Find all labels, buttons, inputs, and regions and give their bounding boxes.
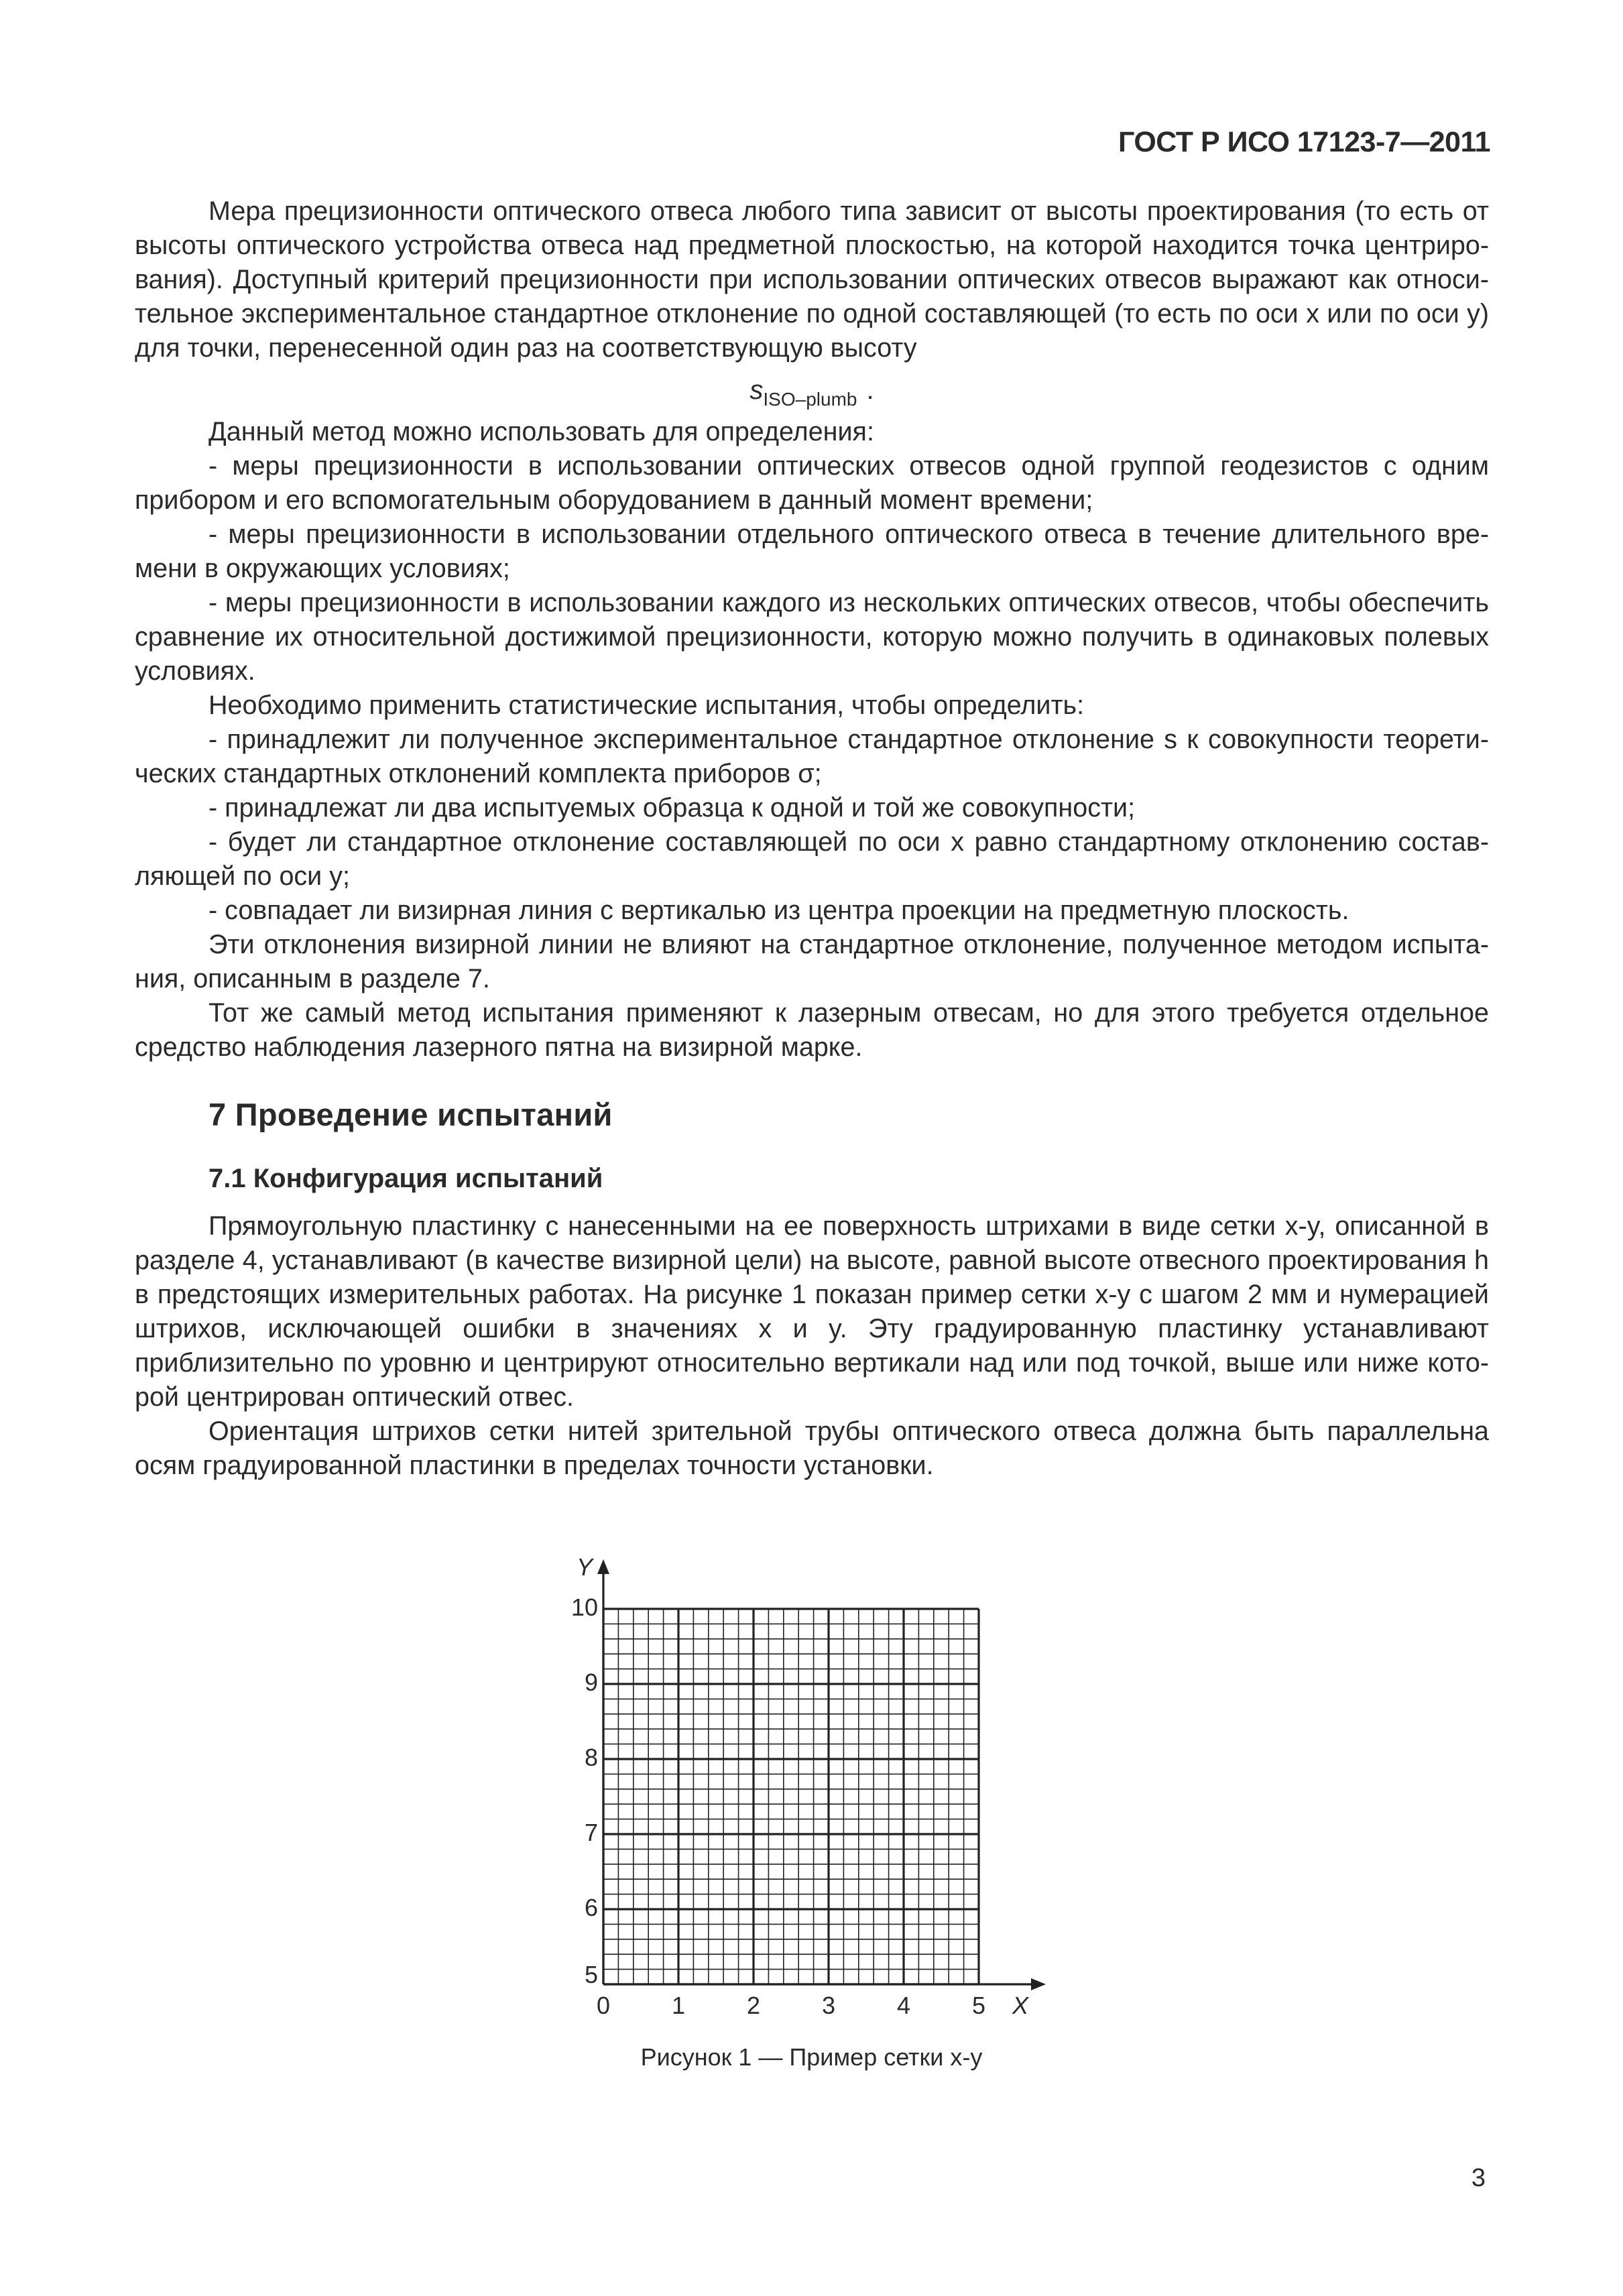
section-7-heading: 7 Проведение испытаний: [208, 1097, 613, 1132]
section-7-1-heading: 7.1 Конфигурация испытаний: [208, 1164, 603, 1193]
x-tick-label: 2: [746, 1992, 761, 2019]
list-item: - совпадает ли визирная линия с вертикалью из центра проекции на предметную плоскость.: [208, 896, 1349, 925]
page-number: 3: [1471, 2164, 1486, 2192]
y-tick-label: 9: [584, 1669, 598, 1696]
y-tick-label: 6: [584, 1894, 598, 1921]
paragraph-reticle-orientation: Ориентация штрихов сетки нитей зрительной трубы оптического отвеса должна быть параллельна осям градуированной пластинки в пределах точности установки.: [135, 1416, 1489, 1480]
paragraph-deviations: Эти отклонения визирной линии не влияют на стандартное отклонение, полученное методом испытания, описанным в разделе 7.: [135, 930, 1489, 993]
x-tick-label: 1: [671, 1992, 686, 2019]
paragraph-method-use: Данный метод можно использовать для определения:: [208, 417, 874, 446]
document-header: ГОСТ Р ИСО 17123-7—2011: [1118, 126, 1490, 158]
y-tick-label: 7: [584, 1819, 598, 1846]
list-item: - меры прецизионности в использовании каждого из нескольких оптических отвесов, чтобы обеспечить сравнение их относительной достижимой прецизионности, которую можно получить в одинаковых полевых условиях.: [135, 588, 1489, 686]
paragraph-statistical-tests: Необходимо применить статистические испытания, чтобы определить:: [208, 690, 1085, 720]
formula-subscript: ISO–plumb: [763, 389, 857, 410]
x-axis-arrow: [1031, 1978, 1046, 1990]
document-body: [135, 194, 1489, 1483]
paragraph-test-configuration: Прямоугольную пластинку с нанесенными на ее поверхность штрихами в виде сетки x-y, описанной в разделе 4, устанавливают (в качестве визирной цели) на высоте, равной высоте отвесного проектирования h в предстоящих измерительных работах. На рисунке 1 показан пример сетки x-y с шагом 2 мм и нумерацией штрихов, исключающей ошибки в значениях x и y. Эту градуированную пластинку устанавливают приблизительно по уровню и центрируют относительно вертикали над или под точкой, выше или ниже которой центрирован оптический отвес.: [135, 1211, 1489, 1412]
paragraph-laser: Тот же самый метод испытания применяют к лазерным отвесам, но для этого требуется отдельное средство наблюдения лазерного пятна на визирной марке.: [135, 998, 1489, 1062]
y-axis-label: Y: [577, 1553, 593, 1581]
figure-caption: Рисунок 1 — Пример сетки x-y: [640, 2043, 983, 2071]
formula-dot: .: [866, 375, 874, 405]
list-item: - принадлежит ли полученное экспериментальное стандартное отклонение s к совокупности теоретических стандартных отклонений комплекта приборов σ;: [135, 725, 1489, 788]
xy-grid-chart: [546, 1528, 1083, 2038]
formula-s-iso-plumb: [135, 373, 1489, 410]
list-item: - будет ли стандартное отклонение составляющей по оси x равно стандартному отклонению составляющей по оси y;: [135, 827, 1489, 891]
x-tick-label: 4: [896, 1992, 911, 2019]
y-tick-label: 10: [570, 1593, 598, 1621]
list-item: - меры прецизионности в использовании оптических отвесов одной группой геодезистов с одним прибором и его вспомогательным оборудованием в данный момент времени;: [135, 451, 1489, 515]
figure-xy-grid: [546, 1528, 1083, 2038]
paragraph-precision-intro: Мера прецизионности оптического отвеса любого типа зависит от высоты проектирования (то есть от высоты оптического устройства отвеса над предметной плоскостью, на которой находится точка центрирования). Доступный критерий прецизионности при использовании оптических отвесов выражают как относительное экспериментальное стандартное отклонение по одной составляющей (то есть по оси x или по оси y) для точки, перенесенной один раз на соответствующую высоту: [135, 196, 1489, 363]
y-axis-arrow: [597, 1559, 609, 1574]
x-tick-label: 3: [821, 1992, 836, 2019]
list-item: - принадлежат ли два испытуемых образца к одной и той же совокупности;: [208, 793, 1136, 823]
y-tick-label: 8: [584, 1744, 598, 1771]
formula-symbol: s: [749, 375, 764, 405]
x-axis-label: X: [1012, 1992, 1029, 2019]
y-tick-label: 5: [584, 1961, 598, 1988]
x-tick-label: 5: [971, 1992, 986, 2019]
x-tick-label: 0: [596, 1992, 611, 2019]
list-item: - меры прецизионности в использовании отдельного оптического отвеса в течение длительного времени в окружающих условиях;: [135, 520, 1489, 583]
